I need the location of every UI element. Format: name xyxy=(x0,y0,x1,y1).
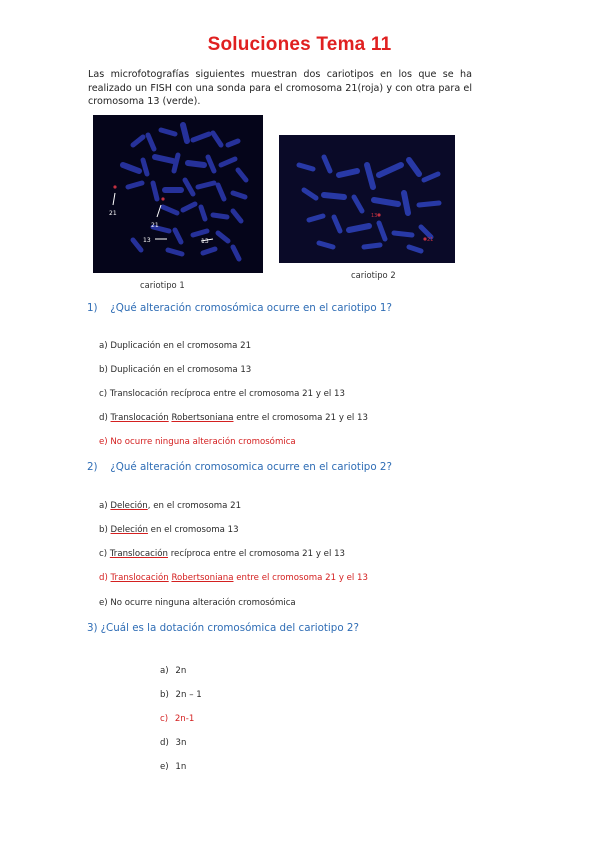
q3-option-d xyxy=(160,738,186,748)
q3-option-c-value: 2n-1 xyxy=(174,714,195,724)
q1-option-d-term-2: Robertsoniana xyxy=(171,413,234,423)
q2-option-b-letter: b) xyxy=(99,525,108,535)
karyotype-2-svg xyxy=(279,135,455,263)
q1-option-c-letter: c) xyxy=(99,389,108,399)
q3-option-b xyxy=(160,690,202,700)
q2-option-a-letter: a) xyxy=(99,501,108,511)
q2-option-b-term: Deleción xyxy=(110,525,148,535)
karyotype-1-image xyxy=(93,115,263,273)
q3-option-a xyxy=(160,666,186,676)
question-2-heading xyxy=(87,461,392,473)
q2-option-d-letter: d) xyxy=(99,573,108,583)
q1-option-e-correct xyxy=(99,437,296,447)
q1-option-d-letter: d) xyxy=(99,413,108,423)
q3-option-e xyxy=(160,762,186,772)
q2-option-a-term: Deleción xyxy=(110,501,148,511)
q1-option-b-text: Duplicación en el cromosoma 13 xyxy=(110,365,252,375)
karyotype-1-label-13b: 13 xyxy=(201,238,209,245)
q2-option-e-letter: e) xyxy=(99,598,108,608)
question-1-heading xyxy=(87,302,392,314)
q3-option-e-value: 1n xyxy=(175,762,187,772)
q3-option-b-letter: b) xyxy=(160,690,169,700)
q3-option-a-letter: a) xyxy=(160,666,169,676)
karyotype-1-label-13a: 13 xyxy=(143,237,151,244)
q2-option-a xyxy=(99,501,241,511)
q1-option-d-term-1: Translocación xyxy=(110,413,169,423)
q1-option-e-letter: e) xyxy=(99,437,108,447)
q2-option-b xyxy=(99,525,239,535)
q1-option-a xyxy=(99,341,251,351)
question-1-text: ¿Qué alteración cromosómica ocurre en el cariotipo 1? xyxy=(110,302,392,314)
q2-option-c-term: Translocación xyxy=(109,549,168,559)
question-2-number: 2) xyxy=(87,461,98,473)
q3-option-d-letter: d) xyxy=(160,738,169,748)
q2-option-e xyxy=(99,598,296,608)
page-title: Soluciones Tema 11 xyxy=(207,34,392,55)
karyotype-2-label-21: 21 xyxy=(427,237,434,243)
q2-option-c xyxy=(99,549,345,559)
karyotype-1-label-21b: 21 xyxy=(151,222,159,229)
karyotype-1-caption: cariotipo 1 xyxy=(140,280,185,290)
q1-option-d xyxy=(99,413,368,423)
q1-option-d-text: entre el cromosoma 21 y el 13 xyxy=(233,413,368,423)
q2-option-d-text: entre el cromosoma 21 y el 13 xyxy=(233,573,368,583)
q1-option-a-letter: a) xyxy=(99,341,108,351)
question-1-number: 1) xyxy=(87,302,98,314)
question-3-text: ¿Cuál es la dotación cromosómica del cariotipo 2? xyxy=(100,622,359,634)
q2-option-d-correct xyxy=(99,573,368,583)
q1-option-a-text: Duplicación en el cromosoma 21 xyxy=(110,341,252,351)
q3-option-c-letter: c) xyxy=(160,714,169,724)
q2-option-a-text: , en el cromosoma 21 xyxy=(147,501,242,511)
q2-option-d-term-2: Robertsoniana xyxy=(171,573,234,583)
q1-option-c xyxy=(99,389,345,399)
q2-option-c-text: recíproca entre el cromosoma 21 y el 13 xyxy=(167,549,345,559)
karyotype-2-caption: cariotipo 2 xyxy=(351,270,396,280)
karyotype-1-svg xyxy=(93,115,263,273)
q3-option-a-value: 2n xyxy=(175,666,187,676)
question-2-text: ¿Qué alteración cromosomica ocurre en el cariotipo 2? xyxy=(110,461,392,473)
q2-option-c-letter: c) xyxy=(99,549,108,559)
intro-paragraph: Las microfotografías siguientes muestran dos cariotipos en los que se ha realizado un FISH con una sonda para el cromosoma 21(roja) y con otra para el cromosoma 13 (verde). xyxy=(88,69,472,108)
q1-option-b xyxy=(99,365,251,375)
question-3-number: 3) xyxy=(87,622,98,634)
q1-option-b-letter: b) xyxy=(99,365,108,375)
karyotype-2-image xyxy=(279,135,455,263)
q3-option-b-value: 2n – 1 xyxy=(175,690,202,700)
karyotype-1-label-21a: 21 xyxy=(109,210,117,217)
q3-option-c-correct xyxy=(160,714,194,724)
q3-option-e-letter: e) xyxy=(160,762,169,772)
q3-option-d-value: 3n xyxy=(175,738,187,748)
q2-option-b-text: en el cromosoma 13 xyxy=(147,525,239,535)
karyotype-2-label-13: 13 xyxy=(371,213,378,219)
q1-option-e-text: No ocurre ninguna alteración cromosómica xyxy=(110,437,296,447)
q2-option-e-text: No ocurre ninguna alteración cromosómica xyxy=(110,598,296,608)
q1-option-c-text: Translocación recíproca entre el cromosoma 21 y el 13 xyxy=(109,389,345,399)
question-3-heading xyxy=(87,622,359,634)
q2-option-d-term-1: Translocación xyxy=(110,573,169,583)
